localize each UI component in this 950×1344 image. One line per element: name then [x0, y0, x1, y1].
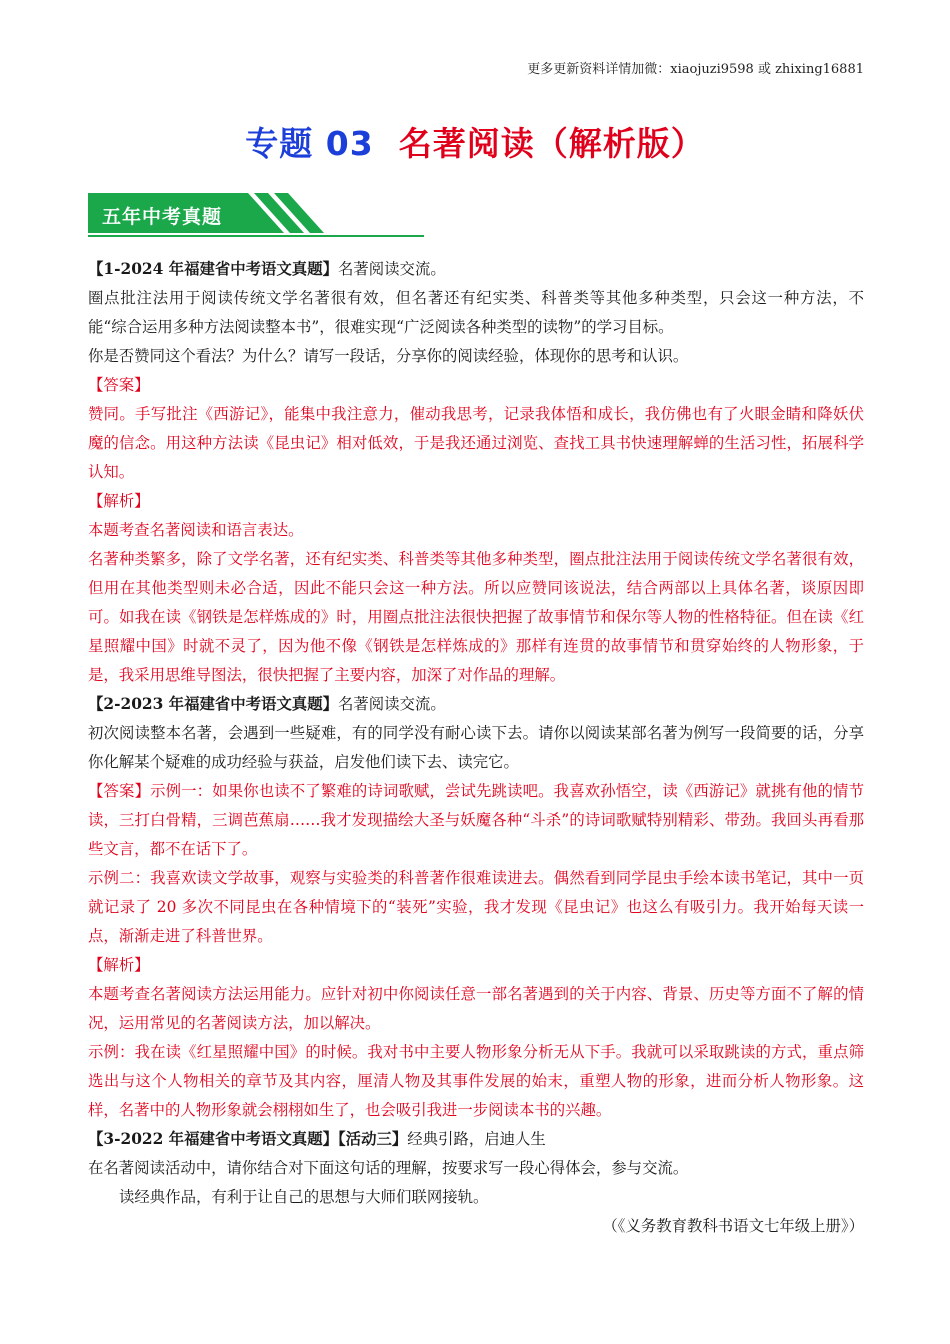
q2-analysis-label: 【解析】: [88, 956, 150, 974]
title-topic-number: 专题 03: [245, 124, 374, 163]
q1-text-2: 你是否赞同这个看法？为什么？请写一段话，分享你的阅读经验，体现你的思考和认识。: [88, 347, 689, 365]
q1-intro: 名著阅读交流。: [337, 260, 446, 278]
q3-heading: [88, 1125, 864, 1154]
q2-text-1: 初次阅读整本名著，会遇到一些疑难，有的同学没有耐心读下去。请你以阅读某部名著为例写一段简要的话，分享你化解某个疑难的成功经验与获益，启发他们读下去、读完它。: [88, 724, 864, 771]
q3-activity: 【活动三】: [337, 1130, 408, 1148]
q2-analysis-1: 本题考查名著阅读方法运用能力。应针对初中你阅读任意一部名著遇到的关于内容、背景、历史等方面不了解的情况，运用常见的名著阅读方法，加以解决。: [88, 985, 864, 1032]
q2-analysis-2: 示例：我在读《红星照耀中国》的时候。我对书中主要人物形象分析无从下手。我就可以采取跳读的方式，重点筛选出与这个人物相关的章节及其内容，厘清人物及其事件发展的始末，重塑人物的形象，进而分析人物形象。这样，名著中的人物形象就会栩栩如生了，也会吸引我进一步阅读本书的兴趣。: [88, 1043, 864, 1119]
section-banner: [88, 193, 424, 239]
q1-tag: 【1-2024 年福建省中考语文真题】: [88, 260, 338, 278]
q1-analysis-2: 名著种类繁多，除了文学名著，还有纪实类、科普类等其他多种类型，圈点批注法用于阅读传统文学名著很有效，但用在其他类型则未必合适，因此不能只会这一种方法。所以应赞同该说法，结合两部以上具体名著，谈原因即可。如我在读《钢铁是怎样炼成的》时，用圈点批注法很快把握了故事情节和保尔等人物的性格特征。但在读《红星照耀中国》时就不灵了，因为他不像《钢铁是怎样炼成的》那样有连贯的故事情节和贯穿始终的人物形象，于是，我采用思维导图法，很快把握了主要内容，加深了对作品的理解。: [88, 550, 864, 684]
header-note: 更多更新资料详情加微：xiaojuzi9598 或 zhixing16881: [527, 62, 864, 77]
q1-text-1: 圈点批注法用于阅读传统文学名著很有效，但名著还有纪实类、科普类等其他多种类型，只会这一种方法，不能“综合运用多种方法阅读整本书”，很难实现“广泛阅读各种类型的读物”的学习目标。: [88, 289, 864, 336]
q1-analysis-1: 本题考查名著阅读和语言表达。: [88, 521, 304, 539]
document-body: [88, 255, 864, 1241]
q2-heading: [88, 690, 864, 719]
q3-intro: 经典引路，启迪人生: [407, 1130, 546, 1148]
q2-answer-example-1: 示例一：如果你也读不了繁难的诗词歌赋，尝试先跳读吧。我喜欢孙悟空，读《西游记》就挑有他的情节读，三打白骨精，三调芭蕉扇……我才发现描绘大圣与妖魔各种“斗杀”的诗词歌赋特别精彩、带劲。我回头再看那些文言，都不在话下了。: [88, 782, 864, 858]
q2-intro: 名著阅读交流。: [337, 695, 446, 713]
q1-heading: [88, 255, 864, 284]
q2-answer-label: 【答案】: [88, 782, 151, 800]
q2-tag: 【2-2023 年福建省中考语文真题】: [88, 695, 338, 713]
q1-analysis-label: 【解析】: [88, 492, 150, 510]
q3-quote: 读经典作品，有利于让自己的思想与大师们联网接轨。: [119, 1188, 489, 1206]
banner-title: 五年中考真题: [102, 206, 223, 228]
q3-source: （《义务教育教科书语文七年级上册》）: [602, 1217, 864, 1235]
q2-answer-example-2: 示例二：我喜欢读文学故事，观察与实验类的科普著作很难读进去。偶然看到同学昆虫手绘本读书笔记，其中一页就记录了 20 多次不同昆虫在各种情境下的“装死”实验，我才发现《昆虫记》也这么有吸引力。我开始每天读一点，渐渐走进了科普世界。: [88, 869, 864, 945]
title-topic-name: 名著阅读（解析版）: [398, 124, 705, 163]
q3-tag: 【3-2022 年福建省中考语文真题】: [88, 1130, 338, 1148]
q2-answer-1: [88, 777, 864, 864]
page-title: [0, 118, 950, 165]
q1-answer-label: 【答案】: [88, 376, 150, 394]
q1-answer: 赞同。手写批注《西游记》，能集中我注意力，催动我思考，记录我体悟和成长，我仿佛也有了火眼金睛和降妖伏魔的信念。用这种方法读《昆虫记》相对低效，于是我还通过浏览、查找工具书快速理解蝉的生活习性，拓展科学认知。: [88, 405, 864, 481]
q3-text-1: 在名著阅读活动中，请你结合对下面这句话的理解，按要求写一段心得体会，参与交流。: [88, 1159, 689, 1177]
